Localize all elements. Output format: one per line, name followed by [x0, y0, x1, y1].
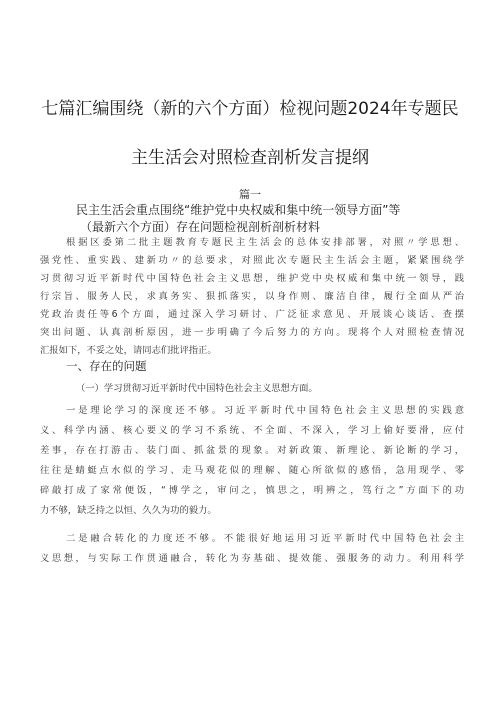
paragraph-line: 往往是蜻蜓点水似的学习、走马观花似的理解、随心所欲似的感悟，急用现学、零 [40, 465, 464, 476]
intro-line: 行宗旨、服务人民，求真务实、狠抓落实，以身作则、廉洁自律，履行全面从严治 [40, 291, 464, 302]
article-heading-line-2: （最新六个方面）存在问题检视剖析剖析材料 [80, 220, 321, 234]
subsection-heading: （一）学习贯彻习近平新时代中国特色社会主义思想方面。 [76, 383, 318, 394]
intro-line: 根据区委第二批主题教育专题民主生活会的总体安排部署，对照〃学思想、 [66, 237, 464, 248]
document-title-line-2: 主生活会对照检查剖析发言提纲 [131, 148, 369, 168]
paragraph-line: 碎敲打成了家常便饭，“博学之，审问之，慎思之，明辨之，笃行之”方面下的功 [40, 485, 464, 496]
intro-line: 汇报如下，不妥之处，请同志们批评指正。 [40, 345, 217, 356]
intro-line: 党政治责任等6个方面，通过深入学习研讨、广泛征求意见、开展谈心谈话、查摆 [40, 309, 464, 320]
intro-line: 习贯彻习近平新时代中国特色社会主义思想，维护党中央权威和集中统一领导，践 [40, 273, 464, 284]
article-sequence: 篇一 [239, 188, 261, 201]
paragraph-line: 力不够，缺乏持之以恒、久久为功的毅力。 [40, 505, 217, 516]
article-heading-line-1: 民主生活会重点围绕“维护党中央权威和集中统一领导方面”等 [76, 203, 401, 217]
document-title-line-1: 七篇汇编围绕（新的六个方面）检视问题2024年专题民 [41, 99, 459, 119]
paragraph-line: 义、科学内涵、核心要义的学习不系统、不全面、不深入，学习上偷好要滑，应付 [40, 425, 464, 436]
paragraph-line: 差事，存在打游击、装门面、抓盆景的现象。对新政策、新理论、新论断的学习， [40, 445, 464, 456]
intro-line: 突出问题、认真剖析原因，进一步明确了今后努力的方向。现将个人对照检查情况 [40, 327, 464, 338]
paragraph-line: 二是融合转化的力度还不够。不能很好地运用习近平新时代中国特色社会主 [66, 533, 464, 544]
intro-line: 强党性、重实践、建新功〃的总要求，对照此次专题民主生活会主题，紧紧围绕学 [40, 255, 464, 266]
paragraph-line: 一是理论学习的深度还不够。习近平新时代中国特色社会主义思想的实践意 [66, 405, 464, 416]
paragraph-line: 义思想，与实际工作贯通融合，转化为夯基础、提效能、强服务的动力。利用科学 [40, 553, 464, 564]
section-heading: 一、存在的问题 [66, 359, 147, 373]
